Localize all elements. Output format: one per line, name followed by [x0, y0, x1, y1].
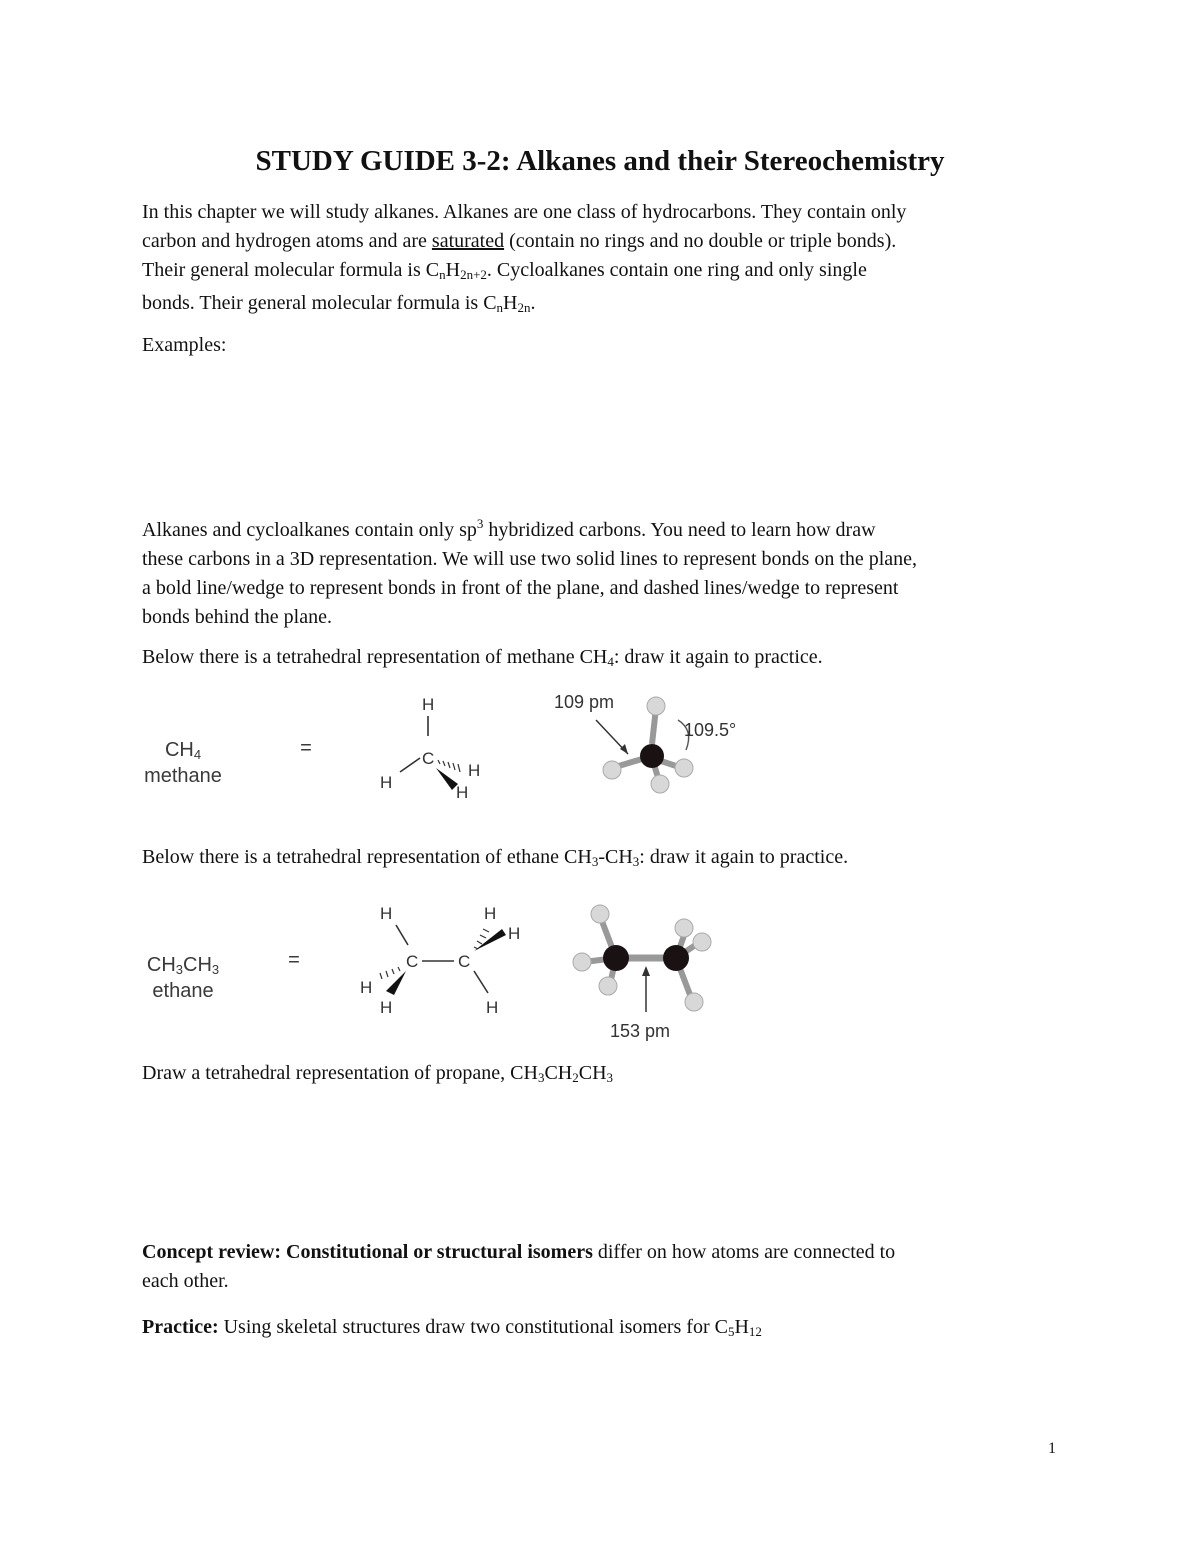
methane-h-ball-left — [603, 761, 621, 779]
examples-label: Examples: — [142, 334, 227, 356]
methane-bond-angle: 109.5° — [684, 720, 737, 740]
methane-h-ball-right — [675, 759, 693, 777]
methane-h-ball-top — [647, 697, 665, 715]
intro-line-4: bonds. Their general molecular formula is $C_nH_{2n}$. — [142, 292, 536, 315]
page-title: STUDY GUIDE 3-2: Alkanes and their Stereochemistry — [255, 145, 945, 177]
ethane-left-hashed-wedge — [380, 967, 400, 979]
ethane-h-ball-4 — [675, 919, 693, 937]
ethane-h-top-right: H — [484, 904, 497, 923]
intro-line-3: Their general molecular formula is $C_nH_{2n+2}$. Cycloalkanes contain one ring and only single — [142, 259, 867, 282]
methane-name: methane — [144, 765, 222, 787]
methane-bond-length: 109 pm — [554, 692, 615, 712]
methane-ball-and-stick-model — [548, 686, 768, 801]
methane-hashed-wedge — [438, 760, 460, 772]
sp3-paragraph — [142, 509, 1082, 632]
ethane-formula: $CH_3CH_3$ — [146, 954, 220, 977]
intro-paragraph — [142, 198, 1082, 322]
methane-c-ball — [640, 744, 664, 768]
ethane-h-left-dash: H — [360, 978, 373, 997]
methane-carbon: C — [422, 749, 435, 768]
ethane-h-ball-1 — [591, 905, 609, 923]
ethane-c-left: C — [406, 952, 419, 971]
methane-wedge-dash-structure — [360, 690, 520, 805]
propane-instruction: Draw a tetrahedral representation of propane, $CH_3CH_2CH_3$ — [142, 1062, 614, 1085]
concept-review-line-1: Concept review: Constitutional or structural isomers differ on how atoms are connected to — [142, 1241, 896, 1263]
ethane-bond-length: 153 pm — [610, 1021, 671, 1041]
concept-review-line-2: each other. — [142, 1270, 229, 1292]
concept-review — [142, 1238, 1082, 1296]
ethane-name: ethane — [152, 980, 214, 1002]
methane-bond-left — [400, 758, 420, 772]
ethane-right-solid-wedge — [474, 929, 506, 951]
ethane-ball-and-stick-model — [570, 900, 730, 1045]
methane-formula: $CH_4$ — [164, 739, 202, 762]
methane-h-bottom: H — [456, 783, 469, 802]
ethane-h-ball-6 — [685, 993, 703, 1011]
methane-solid-wedge — [436, 768, 458, 790]
ethane-c-right: C — [458, 952, 471, 971]
ethane-wedge-dash-structure — [350, 895, 550, 1025]
sp3-line-2: these carbons in a 3D representation. We will use two solid lines to represent bonds on the plane, — [142, 548, 918, 570]
methane-instruction: Below there is a tetrahedral representation of methane $CH_4$: draw it again to practice. — [142, 646, 823, 669]
ethane-h-ball-2 — [573, 953, 591, 971]
methane-h-right: H — [468, 761, 481, 780]
methane-h-left: H — [380, 773, 393, 792]
ethane-h-bottom-right: H — [486, 998, 499, 1017]
intro-line-2: carbon and hydrogen atoms and are saturated (contain no rings and no double or triple bonds). — [142, 230, 897, 252]
sp3-line-4: bonds behind the plane. — [142, 606, 332, 628]
ethane-h-ball-5 — [693, 933, 711, 951]
ethane-equals: = — [288, 949, 300, 971]
methane-equals: = — [300, 737, 312, 759]
ethane-c-ball-right — [663, 945, 689, 971]
ethane-instruction: Below there is a tetrahedral representation of ethane $CH_3-CH_3$: draw it again to practice. — [142, 846, 849, 869]
methane-h-top: H — [422, 695, 435, 714]
sp3-line-1: Alkanes and cycloalkanes contain only $sp^3$ hybridized carbons. You need to learn how draw — [142, 516, 876, 541]
ethane-h-right: H — [508, 924, 521, 943]
ethane-h-ball-3 — [599, 977, 617, 995]
practice-prompt: Practice: Using skeletal structures draw two constitutional isomers for $C_5H_{12}$ — [142, 1316, 762, 1339]
ethane-h-top-left: H — [380, 904, 393, 923]
ethane-left-solid-wedge — [386, 971, 406, 995]
ethane-c-ball-left — [603, 945, 629, 971]
page-number: 1 — [1048, 1440, 1056, 1457]
intro-line-1: In this chapter we will study alkanes. Alkanes are one class of hydrocarbons. They contain only — [142, 201, 907, 223]
saturated-term: saturated — [431, 230, 505, 252]
methane-h-ball-bottom — [651, 775, 669, 793]
sp3-line-3: a bold line/wedge to represent bonds in front of the plane, and dashed lines/wedge to represent — [142, 577, 899, 599]
ethane-h-bottom-left: H — [380, 998, 393, 1017]
